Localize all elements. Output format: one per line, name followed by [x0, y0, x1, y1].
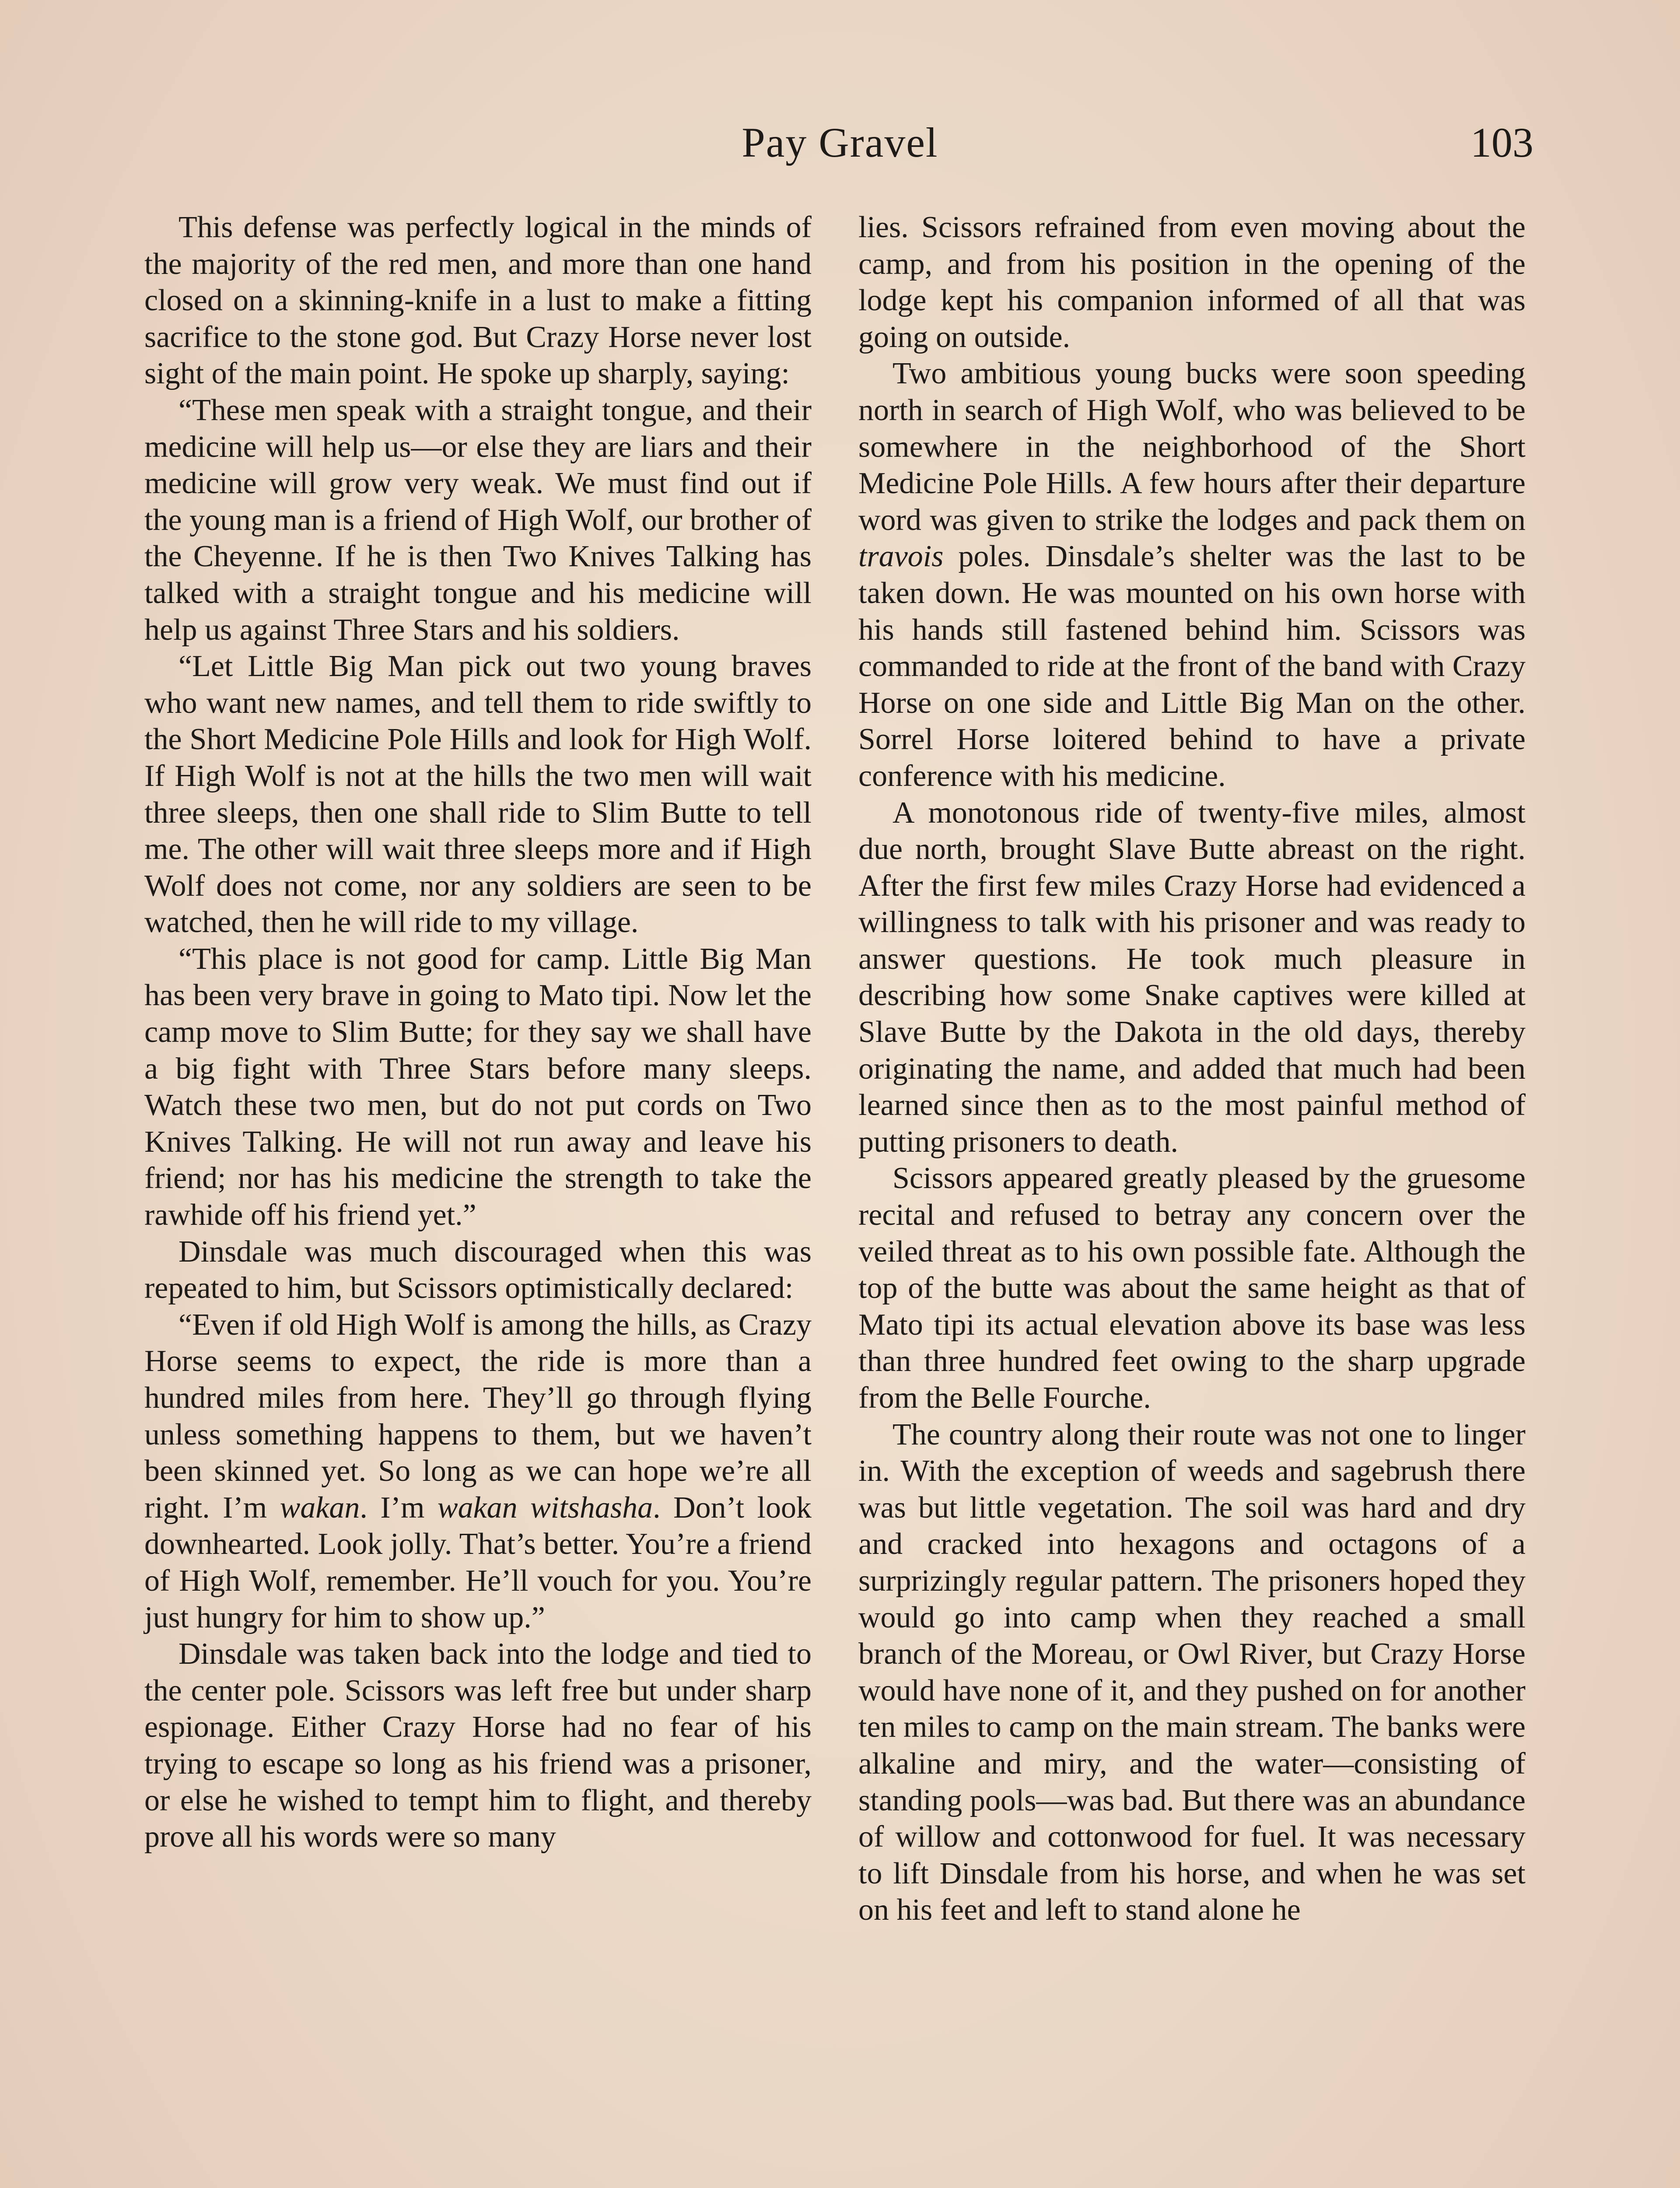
paragraph: “Let Little Big Man pick out two young braves who want new names, and tell them to ride swiftly to the Short Medicine Pole Hills and look for High Wolf. If High Wolf is not at the hills the two men will wait three sleeps, then one shall ride to Slim Butte to tell me. The other will wait three sleeps more and if High Wolf does not come, nor any soldiers are seen to be watched, then he will ride to my village. — [144, 649, 812, 940]
italic-term: wakan witshasha — [437, 1490, 653, 1525]
paragraph: Dinsdale was much discouraged when this was repeated to him, but Scissors optimistically declared: — [144, 1234, 812, 1305]
text-run: Two ambitious young bucks were soon speeding north in search of High Wolf, who was believed to be somewhere in the neighborhood of the Short Medicine Pole Hills. A few hours after their departure word was given to strike the lodges and pack them on — [858, 357, 1526, 537]
running-header — [0, 118, 1680, 171]
text-run: . I’m — [360, 1490, 438, 1525]
text-run: poles. Dinsdale’s shelter was the last to be taken down. He was mounted on his own horse with his hands still fastened behind him. Scissors was commanded to ride at the front of the band with Crazy Horse on one side and Little Big Man on the other. Sorrel Horse loitered behind to have a private conference with his medicine. — [858, 540, 1526, 793]
paragraph: A monotonous ride of twenty-five miles, almost due north, brought Slave Butte abreast on the right. After the first few miles Crazy Horse had evidenced a willingness to talk with his prisoner and was ready to answer questions. He took much pleasure in describing how some Snake captives were killed at Slave Butte by the Dakota in the old days, thereby originating the name, and added that much had been learned since then as to the most painful method of putting prisoners to death. — [858, 796, 1526, 1159]
paragraph: The country along their route was not one to linger in. With the exception of weeds and sagebrush there was but little vegetation. The soil was hard and dry and cracked into hexagons and octagons of a surprizingly regular pattern. The prisoners hoped they would go into camp when they reached a small branch of the Moreau, or Owl River, but Crazy Horse would have none of it, and they pushed on for another ten miles to camp on the main stream. The banks were alkaline and miry, and the water—consisting of standing pools—was bad. But there was an abundance of willow and cottonwood for fuel. It was necessary to lift Dinsdale from his horse, and when he was set on his feet and left to stand alone he — [858, 1417, 1526, 1927]
paragraph: “This place is not good for camp. Little Big Man has been very brave in going to Mato tipi. Now let the camp move to Slim Butte; for they say we shall have a big fight with Three Stars before many sleeps. Watch these two men, but do not put cords on Two Knives Talking. He will not run away and leave his friend; nor has his medicine the strength to take the rawhide off his friend yet.” — [144, 942, 812, 1232]
paragraph — [144, 1307, 812, 1636]
page-number: 103 — [1470, 119, 1533, 166]
paragraph: “These men speak with a straight tongue, and their medicine will help us—or else they are liars and their medicine will grow very weak. We must find out if the young man is a friend of High Wolf, our brother of the Cheyenne. If he is then Two Knives Talking has talked with a straight tongue and his medicine will help us against Three Stars and his soldiers. — [144, 393, 812, 647]
right-column — [858, 209, 1526, 1929]
running-title: Pay Gravel — [742, 119, 938, 166]
paragraph: Scissors appeared greatly pleased by the gruesome recital and refused to betray any concern over the veiled threat as to his own possible fate. Although the top of the butte was about the same height as that of Mato tipi its actual elevation above its base was less than three hundred feet owing to the sharp upgrade from the Belle Fourche. — [858, 1161, 1526, 1415]
paragraph — [858, 355, 1526, 794]
text-run: “Even if old High Wolf is among the hills, as Crazy Horse seems to expect, the ride is more than a hundred miles from here. They’ll go through flying unless something happens to them, but we haven’t been skinned yet. So long as we can hope we’re all right. I’m — [144, 1308, 812, 1525]
text-run: . Don’t look downhearted. Look jolly. That’s better. You’re a friend of High Wolf, remember. He’ll vouch for you. You’re just hungry for him to show up.” — [144, 1490, 812, 1634]
italic-term: travois — [858, 540, 944, 574]
paragraph: Dinsdale was taken back into the lodge and tied to the center pole. Scissors was left free but under sharp espionage. Either Crazy Horse had no fear of his trying to escape so long as his friend was a prisoner, or else he wished to tempt him to flight, and thereby prove all his words were so many — [144, 1637, 812, 1854]
italic-term: wakan — [280, 1490, 360, 1525]
paragraph: This defense was perfectly logical in the minds of the majority of the red men, and more than one hand closed on a skinning-knife in a lust to make a fitting sacrifice to the stone god. But Crazy Horse never lost sight of the main point. He spoke up sharply, saying: — [144, 210, 812, 391]
left-column — [144, 209, 812, 1855]
paragraph-continued: lies. Scissors refrained from even moving about the camp, and from his position in the opening of the lodge kept his companion informed of all that was going on outside. — [858, 210, 1526, 354]
